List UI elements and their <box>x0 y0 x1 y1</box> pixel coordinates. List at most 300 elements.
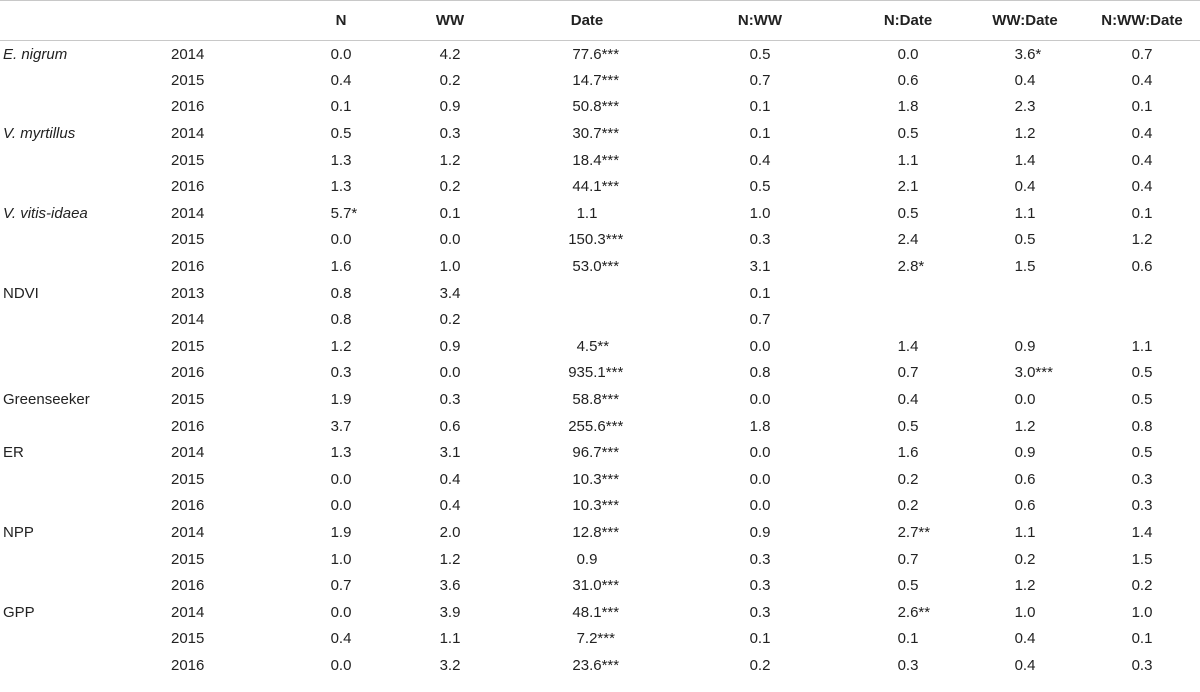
significance-marker: ** <box>918 603 931 621</box>
table-cell <box>286 413 396 440</box>
cell-value: 0.5 <box>897 204 919 222</box>
cell-value: 3.7 <box>330 417 352 435</box>
table-cell <box>670 652 850 679</box>
table-cell <box>850 360 966 387</box>
table-row <box>0 333 1200 360</box>
table-cell <box>1084 599 1200 626</box>
header-n-date: N:Date <box>850 1 966 41</box>
table-cell <box>966 413 1084 440</box>
table-row <box>0 227 1200 254</box>
table-cell <box>966 280 1084 307</box>
table-cell <box>1084 626 1200 653</box>
cell-value: 2.1 <box>897 178 919 196</box>
cell-value: 0.1 <box>330 98 352 116</box>
significance-marker: * <box>351 204 358 222</box>
cell-value: 0.8 <box>749 364 771 382</box>
cell-value: 0.7 <box>1131 45 1153 63</box>
cell-value: 0.4 <box>330 71 352 89</box>
cell-value-wrap <box>572 178 620 196</box>
table-cell <box>396 439 504 466</box>
table-cell <box>966 386 1084 413</box>
row-label: GPP <box>3 603 35 621</box>
cell-value: 0.2 <box>897 497 919 515</box>
cell-value: 1.3 <box>330 444 352 462</box>
header-row <box>0 1 1200 41</box>
cell-value: 0.0 <box>439 364 461 382</box>
row-year: 2014 <box>171 204 205 222</box>
cell-value: 0.7 <box>897 364 919 382</box>
cell-value: 0.4 <box>439 470 461 488</box>
table-cell <box>504 306 670 333</box>
table-cell <box>504 626 670 653</box>
row-year: 2015 <box>171 71 205 89</box>
table-cell <box>966 200 1084 227</box>
row-label <box>0 572 160 599</box>
row-year: 2015 <box>171 231 205 249</box>
table-cell <box>850 41 966 68</box>
table-body <box>0 41 1200 679</box>
cell-value: 0.4 <box>439 497 461 515</box>
cell-value-wrap <box>897 523 931 541</box>
header-ww-date: WW:Date <box>966 1 1084 41</box>
table-cell <box>670 253 850 280</box>
table-cell <box>504 652 670 679</box>
table-cell <box>504 147 670 174</box>
table-row <box>0 360 1200 387</box>
significance-marker: *** <box>601 178 620 196</box>
table-row <box>0 306 1200 333</box>
row-label: ER <box>3 444 24 462</box>
row-year: 2014 <box>171 125 205 143</box>
cell-value: 0.7 <box>897 550 919 568</box>
significance-marker: ** <box>597 337 610 355</box>
table-cell <box>286 572 396 599</box>
cell-value: 1.8 <box>749 417 771 435</box>
table-cell <box>286 173 396 200</box>
cell-value-wrap <box>576 337 610 355</box>
table-cell <box>850 227 966 254</box>
row-label: NDVI <box>3 284 39 302</box>
cell-value: 53.0 <box>572 258 602 276</box>
cell-value: 0.4 <box>1131 71 1153 89</box>
table-row <box>0 67 1200 94</box>
cell-value: 58.8 <box>572 391 602 409</box>
table-cell <box>670 413 850 440</box>
cell-value: 0.4 <box>330 630 352 648</box>
cell-value: 0.1 <box>897 630 919 648</box>
table-row <box>0 519 1200 546</box>
table-cell <box>850 572 966 599</box>
cell-value: 0.1 <box>749 98 771 116</box>
cell-value: 2.6 <box>897 603 919 621</box>
cell-value: 3.1 <box>749 258 771 276</box>
cell-value: 0.4 <box>1014 656 1036 674</box>
table-cell <box>286 280 396 307</box>
header-species <box>0 1 160 41</box>
table-cell <box>396 280 504 307</box>
cell-value: 30.7 <box>572 125 602 143</box>
table-cell <box>1084 227 1200 254</box>
table-cell <box>966 147 1084 174</box>
table-cell <box>1084 413 1200 440</box>
table-cell <box>504 599 670 626</box>
cell-value: 1.0 <box>749 204 771 222</box>
row-year: 2016 <box>171 98 205 116</box>
table-cell <box>504 200 670 227</box>
table-row <box>0 466 1200 493</box>
table-cell <box>966 253 1084 280</box>
row-year: 2016 <box>171 656 205 674</box>
table-cell <box>966 227 1084 254</box>
table-cell <box>1084 572 1200 599</box>
cell-value: 0.3 <box>749 577 771 595</box>
cell-value: 0.0 <box>330 470 352 488</box>
header-n-ww-date: N:WW:Date <box>1084 1 1200 41</box>
table-cell <box>286 200 396 227</box>
table-cell <box>850 333 966 360</box>
table-cell <box>966 652 1084 679</box>
row-year: 2015 <box>171 391 205 409</box>
cell-value: 1.2 <box>1014 125 1036 143</box>
table-row <box>0 147 1200 174</box>
cell-value: 0.6 <box>1131 258 1153 276</box>
table-cell <box>850 413 966 440</box>
table-cell <box>670 227 850 254</box>
cell-value: 14.7 <box>572 71 602 89</box>
table-cell <box>966 626 1084 653</box>
cell-value: 0.1 <box>749 630 771 648</box>
cell-value: 0.0 <box>1014 391 1036 409</box>
significance-marker: *** <box>601 577 620 595</box>
row-label <box>0 413 160 440</box>
significance-marker: *** <box>601 45 620 63</box>
cell-value: 1.4 <box>1014 151 1036 169</box>
table-cell <box>504 493 670 520</box>
table-cell <box>966 493 1084 520</box>
cell-value-wrap <box>897 258 925 276</box>
cell-value-wrap <box>572 444 620 462</box>
table-cell <box>966 572 1084 599</box>
cell-value: 1.6 <box>897 444 919 462</box>
table-cell <box>1084 120 1200 147</box>
cell-value: 3.6 <box>1014 45 1036 63</box>
table-cell <box>286 306 396 333</box>
table-cell <box>966 546 1084 573</box>
row-label <box>0 626 160 653</box>
table-cell <box>1084 493 1200 520</box>
cell-value: 0.7 <box>749 311 771 329</box>
cell-value: 0.3 <box>749 603 771 621</box>
cell-value-wrap <box>897 603 931 621</box>
cell-value: 31.0 <box>572 577 602 595</box>
cell-value: 1.0 <box>330 550 352 568</box>
cell-value: 1.0 <box>439 258 461 276</box>
table-cell <box>504 519 670 546</box>
table-cell <box>396 599 504 626</box>
cell-value: 3.4 <box>439 284 461 302</box>
row-year: 2014 <box>171 311 205 329</box>
cell-value: 0.1 <box>749 125 771 143</box>
table-cell <box>286 360 396 387</box>
cell-value: 4.5 <box>576 337 598 355</box>
table-cell <box>286 439 396 466</box>
table-cell <box>850 519 966 546</box>
row-label: Greenseeker <box>3 391 90 409</box>
table-cell <box>966 120 1084 147</box>
row-year: 2016 <box>171 497 205 515</box>
table-cell <box>396 386 504 413</box>
cell-value: 0.2 <box>439 71 461 89</box>
row-year: 2016 <box>171 417 205 435</box>
table-cell <box>504 227 670 254</box>
row-label <box>0 466 160 493</box>
table-cell <box>504 280 670 307</box>
row-label <box>0 227 160 254</box>
cell-value: 0.3 <box>1131 656 1153 674</box>
cell-value-wrap <box>572 151 620 169</box>
table-cell <box>1084 386 1200 413</box>
cell-value-wrap <box>572 71 620 89</box>
significance-marker: *** <box>605 231 624 249</box>
cell-value-wrap <box>572 523 620 541</box>
table-row <box>0 626 1200 653</box>
cell-value-wrap <box>572 470 620 488</box>
significance-marker: *** <box>601 125 620 143</box>
table-cell <box>850 253 966 280</box>
cell-value: 0.0 <box>749 497 771 515</box>
table-cell <box>396 120 504 147</box>
table-cell <box>396 200 504 227</box>
table-cell <box>1084 200 1200 227</box>
cell-value: 0.3 <box>749 231 771 249</box>
cell-value: 0.5 <box>1131 364 1153 382</box>
table-cell <box>850 466 966 493</box>
cell-value: 0.9 <box>576 550 598 568</box>
table-cell <box>504 572 670 599</box>
table-cell <box>1084 67 1200 94</box>
cell-value: 0.0 <box>749 337 771 355</box>
cell-value-wrap <box>576 630 615 648</box>
table-cell <box>396 306 504 333</box>
cell-value: 0.1 <box>439 204 461 222</box>
table-cell <box>504 253 670 280</box>
cell-value: 0.0 <box>330 603 352 621</box>
significance-marker: *** <box>601 98 620 116</box>
table-cell <box>1084 466 1200 493</box>
row-year: 2014 <box>171 603 205 621</box>
significance-marker: *** <box>601 258 620 276</box>
cell-value-wrap <box>572 98 620 116</box>
cell-value: 0.3 <box>439 391 461 409</box>
cell-value-wrap <box>1014 45 1042 63</box>
cell-value: 77.6 <box>572 45 602 63</box>
table-cell <box>286 120 396 147</box>
row-label: NPP <box>3 523 34 541</box>
table-cell <box>504 333 670 360</box>
cell-value: 0.4 <box>1131 125 1153 143</box>
cell-value: 0.8 <box>1131 417 1153 435</box>
table-header <box>0 1 1200 41</box>
table-cell <box>1084 519 1200 546</box>
table-cell <box>504 41 670 68</box>
cell-value: 2.0 <box>439 523 461 541</box>
cell-value: 0.5 <box>330 125 352 143</box>
table-cell <box>286 386 396 413</box>
table-row <box>0 94 1200 121</box>
cell-value: 1.1 <box>1131 337 1153 355</box>
table-row <box>0 439 1200 466</box>
cell-value: 0.2 <box>1131 577 1153 595</box>
table-cell <box>670 94 850 121</box>
significance-marker: *** <box>1035 364 1053 382</box>
table-cell <box>1084 333 1200 360</box>
table-cell <box>670 439 850 466</box>
cell-value: 0.0 <box>330 231 352 249</box>
table-row <box>0 173 1200 200</box>
cell-value: 255.6 <box>568 417 606 435</box>
cell-value: 0.0 <box>330 656 352 674</box>
cell-value: 1.1 <box>439 630 461 648</box>
table-cell <box>286 546 396 573</box>
row-label <box>0 94 160 121</box>
table-cell <box>1084 173 1200 200</box>
table-cell <box>670 120 850 147</box>
cell-value: 0.2 <box>897 470 919 488</box>
cell-value: 0.9 <box>1014 444 1036 462</box>
cell-value: 0.7 <box>330 577 352 595</box>
table-cell <box>504 67 670 94</box>
cell-value: 2.4 <box>897 231 919 249</box>
row-label <box>0 147 160 174</box>
cell-value: 1.1 <box>1014 204 1036 222</box>
table-cell <box>396 546 504 573</box>
significance-marker: *** <box>601 391 620 409</box>
table-cell <box>670 306 850 333</box>
cell-value: 0.1 <box>749 284 771 302</box>
cell-value: 4.2 <box>439 45 461 63</box>
cell-value: 0.4 <box>1014 178 1036 196</box>
cell-value: 0.0 <box>897 45 919 63</box>
table-cell <box>504 120 670 147</box>
significance-marker: *** <box>601 71 620 89</box>
table-cell <box>966 439 1084 466</box>
table-cell <box>670 147 850 174</box>
table-row <box>0 200 1200 227</box>
cell-value: 0.9 <box>439 337 461 355</box>
row-label <box>0 173 160 200</box>
cell-value: 1.5 <box>1014 258 1036 276</box>
table-cell <box>966 333 1084 360</box>
cell-value: 7.2 <box>576 630 598 648</box>
table-cell <box>1084 253 1200 280</box>
row-year: 2014 <box>171 523 205 541</box>
cell-value: 1.0 <box>1131 603 1153 621</box>
cell-value: 0.9 <box>439 98 461 116</box>
row-label <box>0 67 160 94</box>
table-cell <box>396 466 504 493</box>
cell-value: 3.2 <box>439 656 461 674</box>
table-cell <box>1084 280 1200 307</box>
cell-value-wrap <box>572 258 620 276</box>
cell-value: 23.6 <box>572 656 602 674</box>
table-cell <box>670 572 850 599</box>
table-cell <box>286 652 396 679</box>
table-cell <box>670 67 850 94</box>
table-cell <box>966 173 1084 200</box>
cell-value: 0.4 <box>1131 178 1153 196</box>
table-cell <box>670 333 850 360</box>
table-cell <box>504 413 670 440</box>
significance-marker: *** <box>601 656 620 674</box>
cell-value: 10.3 <box>572 497 602 515</box>
row-label <box>0 493 160 520</box>
cell-value-wrap <box>572 125 620 143</box>
cell-value: 1.6 <box>330 258 352 276</box>
row-year: 2015 <box>171 151 205 169</box>
table-cell <box>670 626 850 653</box>
header-year <box>160 1 286 41</box>
cell-value: 3.1 <box>439 444 461 462</box>
cell-value: 1.2 <box>439 550 461 568</box>
table-cell <box>670 386 850 413</box>
table-cell <box>396 652 504 679</box>
cell-value: 0.0 <box>330 45 352 63</box>
cell-value: 1.9 <box>330 523 352 541</box>
row-year: 2016 <box>171 577 205 595</box>
cell-value: 3.6 <box>439 577 461 595</box>
table-cell <box>966 306 1084 333</box>
row-label: E. nigrum <box>3 45 68 63</box>
table-cell <box>396 493 504 520</box>
header-n: N <box>286 1 396 41</box>
table-cell <box>670 519 850 546</box>
table-cell <box>850 493 966 520</box>
row-label <box>0 546 160 573</box>
table-cell <box>966 94 1084 121</box>
table-cell <box>504 546 670 573</box>
cell-value: 0.2 <box>439 178 461 196</box>
table-cell <box>396 519 504 546</box>
table-cell <box>396 227 504 254</box>
cell-value: 0.2 <box>439 311 461 329</box>
row-year: 2016 <box>171 178 205 196</box>
row-year: 2014 <box>171 45 205 63</box>
table-row <box>0 546 1200 573</box>
cell-value: 50.8 <box>572 98 602 116</box>
significance-marker: *** <box>601 151 620 169</box>
cell-value: 1.2 <box>330 337 352 355</box>
significance-marker: *** <box>597 630 615 648</box>
cell-value-wrap <box>1014 364 1053 382</box>
cell-value: 1.9 <box>330 391 352 409</box>
table-cell <box>670 173 850 200</box>
cell-value: 0.0 <box>749 391 771 409</box>
table-cell <box>850 652 966 679</box>
cell-value-wrap <box>568 364 624 382</box>
table-cell <box>850 67 966 94</box>
table-cell <box>1084 652 1200 679</box>
cell-value-wrap <box>330 204 358 222</box>
table-cell <box>286 41 396 68</box>
table-cell <box>286 227 396 254</box>
significance-marker: * <box>1035 45 1042 63</box>
cell-value: 1.3 <box>330 151 352 169</box>
table-cell <box>396 626 504 653</box>
row-year: 2016 <box>171 364 205 382</box>
cell-value: 1.4 <box>897 337 919 355</box>
table-cell <box>670 493 850 520</box>
cell-value-wrap <box>568 231 624 249</box>
